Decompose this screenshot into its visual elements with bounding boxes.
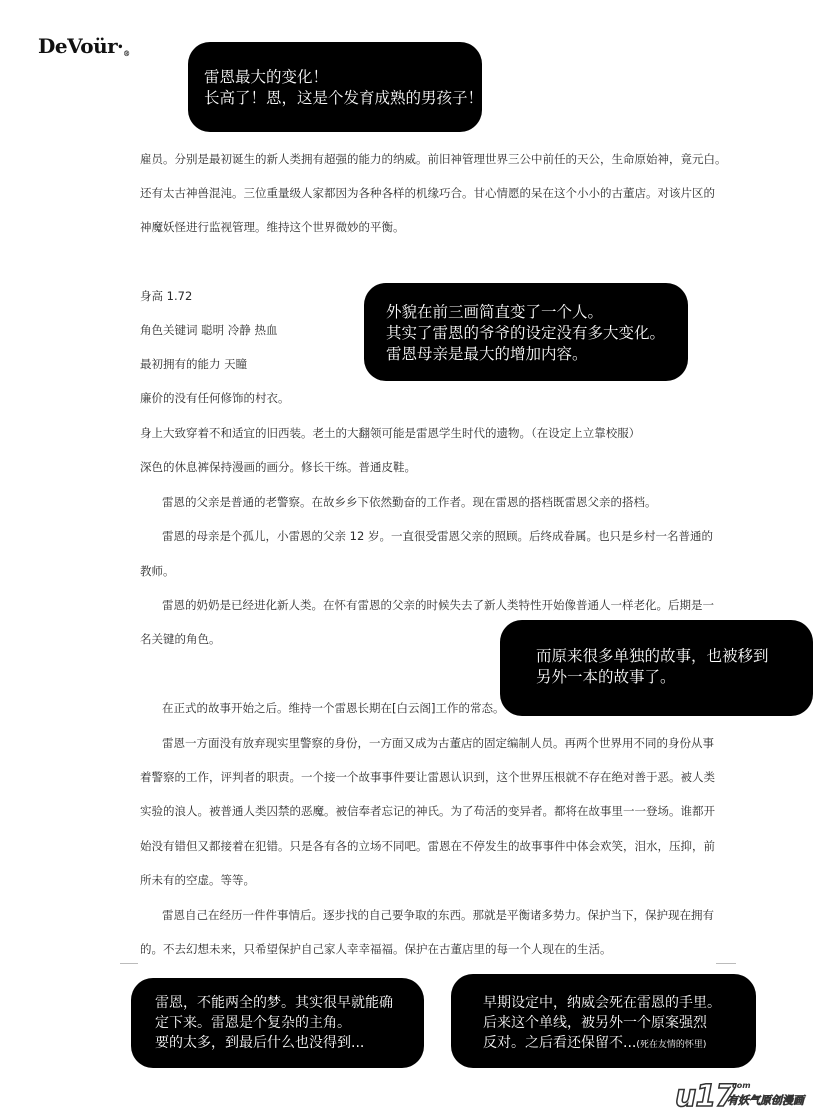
body-text-line: 的。不去幻想未来，只希望保护自己家人幸幸福福。保护在古董店里的每一个人现在的生活。 <box>140 942 612 956</box>
divider-left <box>120 963 138 964</box>
bubble-line: 长高了！恩，这是个发育成熟的男孩子！ <box>204 89 484 107</box>
body-text-line: 深色的休息裤保持漫画的画分。修长干练。普通皮鞋。 <box>140 460 416 474</box>
body-text-line: 神魔妖怪进行监视管理。维持这个世界微妙的平衡。 <box>140 220 405 234</box>
body-text-line: 身高 1.72 <box>140 289 193 303</box>
watermark-slogan: 有妖气原创漫画 <box>727 1094 804 1107</box>
body-text-line: 实验的浪人。被普通人类囚禁的恶魔。被信奉者忘记的神氏。为了苟活的变异者。都将在故事里一一登场。谁都开 <box>140 804 715 818</box>
speech-bubble-1 <box>188 42 482 132</box>
body-text-line: 教师。 <box>140 564 175 578</box>
body-text-line: 还有太古神兽混沌。三位重量级人家都因为各种各样的机缘巧合。甘心情愿的呆在这个小小的古董店。对该片区的 <box>140 186 715 200</box>
speech-bubble-2 <box>364 283 688 381</box>
body-text-line: 雷恩自己在经历一件件事情后。逐步找的自己要争取的东西。那就是平衡诸多势力。保护当下，保护现在拥有 <box>162 908 714 922</box>
body-text-line: 始没有错但又都接着在犯错。只是各有各的立场不同吧。雷恩在不停发生的故事事件中体会欢笑，泪水，压抑，前 <box>140 839 715 853</box>
speech-bubble-4 <box>131 978 424 1068</box>
body-text-line: 雷恩的父亲是普通的老警察。在故乡乡下依然勤奋的工作者。现在雷恩的搭档既雷恩父亲的搭档。 <box>162 495 657 509</box>
logo-text: DeVoür <box>38 34 118 58</box>
bubble-line: 雷恩，不能两全的梦。其实很早就能确 <box>155 995 393 1011</box>
body-text-line: 雷恩一方面没有放弃现实里警察的身份，一方面又成为古董店的固定编制人员。再两个世界用不同的身份从事 <box>162 736 714 750</box>
bubble-line-main: 反对。之后看还保留不... <box>483 1035 637 1051</box>
bubble-line: 另外一本的故事了。 <box>536 668 676 686</box>
watermark-domain: .com <box>729 1081 751 1090</box>
bubble-aside: (死在友情的怀里) <box>636 1040 707 1050</box>
speech-bubble-5 <box>451 974 756 1068</box>
bubble-line: 外貌在前三画简直变了一个人。 <box>386 303 604 321</box>
bubble-line: 后来这个单线，被另外一个原案强烈 <box>483 1015 707 1031</box>
u17-watermark <box>675 1077 825 1115</box>
bubble-line: 雷恩母亲是最大的增加内容。 <box>386 345 588 363</box>
body-text-line: 雷恩的奶奶是已经进化新人类。在怀有雷恩的父亲的时候失去了新人类特性开始像普通人一样老化。后期是一 <box>162 598 714 612</box>
body-text-line: 廉价的没有任何修饰的村衣。 <box>140 391 290 405</box>
bubble-line: 雷恩最大的变化！ <box>204 68 329 86</box>
body-text-line: 在正式的故事开始之后。维持一个雷恩长期在[白云阁]工作的常态。 <box>162 701 505 715</box>
divider-right <box>716 963 736 964</box>
bubble-line: 要的太多，到最后什么也没得到... <box>155 1035 365 1051</box>
logo-dot: • <box>117 42 124 53</box>
body-text-line: 身上大致穿着不和适宜的旧西装。老土的大翻领可能是雷恩学生时代的遗物。（在设定上立靠校服） <box>140 426 641 440</box>
bubble-line <box>483 1033 756 1055</box>
watermark-brand: u17 <box>675 1079 736 1114</box>
speech-bubble-3 <box>500 620 813 716</box>
body-text-line: 名关键的角色。 <box>140 632 221 646</box>
body-text-line: 雇员。分别是最初诞生的新人类拥有超强的能力的纳威。前旧神管理世界三公中前任的天公，生命原始神，竟元白。 <box>140 152 727 166</box>
body-text-line: 所未有的空虚。等等。 <box>140 873 255 887</box>
bubble-line: 定下来。雷恩是个复杂的主角。 <box>155 1015 351 1031</box>
bubble-line: 而原来很多单独的故事，也被移到 <box>536 647 769 665</box>
body-text-line: 雷恩的母亲是个孤儿，小雷恩的父亲 12 岁。一直很受雷恩父亲的照顾。后终成眷属。也只是乡村一名普通的 <box>162 529 713 543</box>
devour-logo <box>38 34 130 58</box>
logo-mark: ® <box>123 49 130 58</box>
body-text-line: 角色关键词 聪明 冷静 热血 <box>140 323 278 337</box>
bubble-line: 早期设定中，纳威会死在雷恩的手里。 <box>483 995 721 1011</box>
bubble-line: 其实了雷恩的爷爷的设定没有多大变化。 <box>386 324 666 342</box>
body-text-line: 着警察的工作，评判者的职责。一个接一个故事事件要让雷恩认识到，这个世界压根就不存在绝对善于恶。被人类 <box>140 770 715 784</box>
body-text-line: 最初拥有的能力 天瞳 <box>140 357 248 371</box>
